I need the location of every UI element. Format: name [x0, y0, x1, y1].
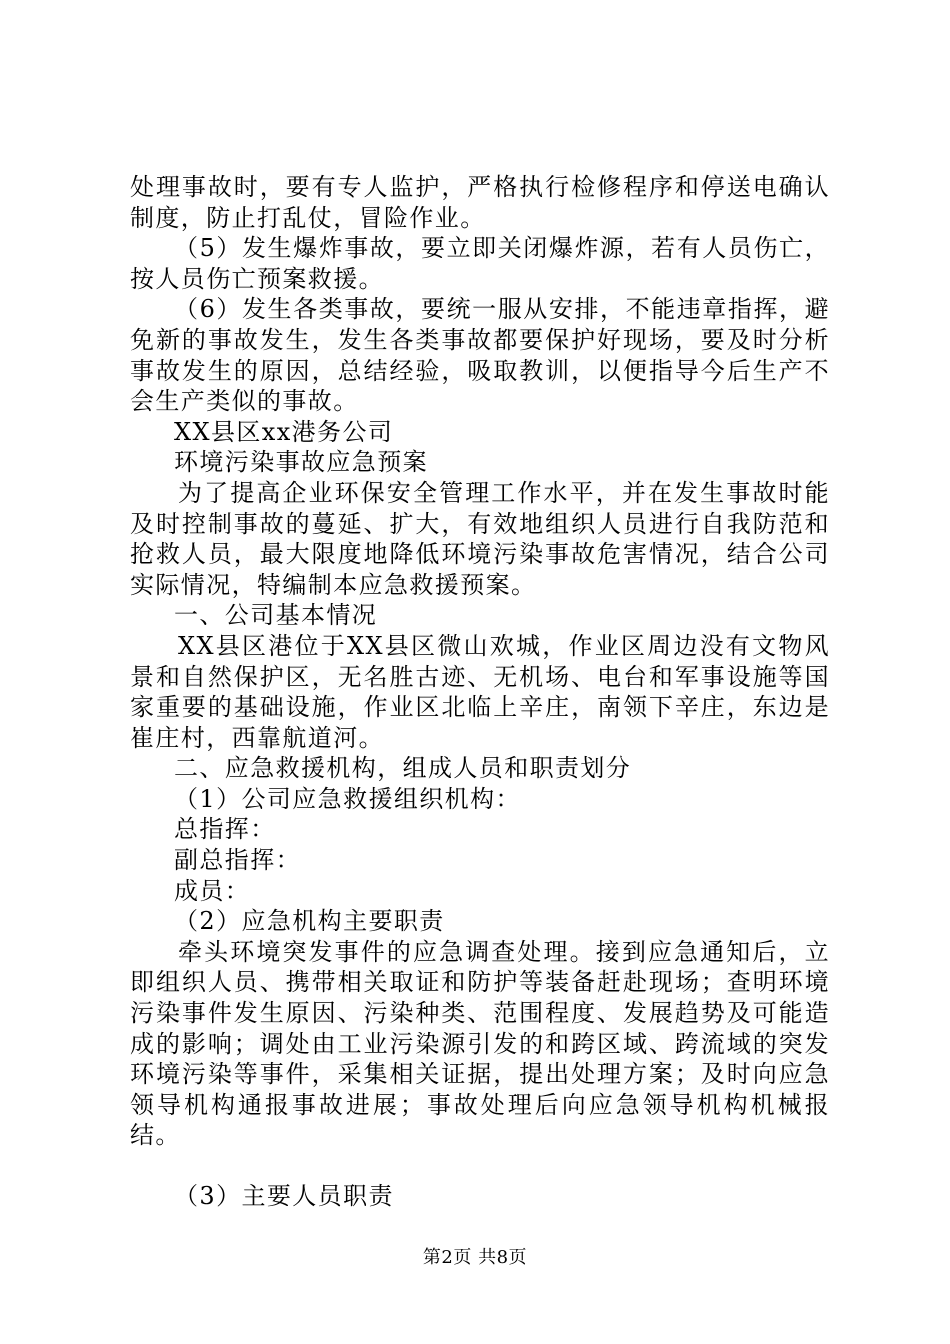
document-body	[130, 172, 830, 1212]
paragraph: （1）公司应急救援组织机构：	[174, 784, 521, 813]
paragraph: XX县区港位于XX县区微山欢城，作业区周边没有文物风景和自然保护区，无名胜古迹、无机场、电台和军事设施等国家重要的基础设施，作业区北临上辛庄，南领下辛庄，东边是崔庄村，西靠航道河。	[130, 631, 830, 752]
paragraph: 为了提高企业环保安全管理工作水平，并在发生事故时能及时控制事故的蔓延、扩大，有效地组织人员进行自我防范和抢救人员，最大限度地降低环境污染事故危害情况，结合公司实际情况，特编制本应急救援预案。	[130, 478, 830, 599]
paragraph: 一、公司基本情况	[174, 601, 378, 630]
paragraph: （2）应急机构主要职责	[174, 907, 445, 936]
paragraph: （3）主要人员职责	[174, 1182, 394, 1210]
paragraph: 副总指挥：	[174, 846, 301, 875]
paragraph: （5）发生爆炸事故，要立即关闭爆炸源，若有人员伤亡，按人员伤亡预案救援。	[130, 234, 830, 293]
paragraph: 环境污染事故应急预案	[174, 448, 428, 477]
paragraph: XX县区xx港务公司	[174, 417, 394, 446]
paragraph: 总指挥：	[174, 815, 276, 844]
page-footer: 第2页 共8页	[422, 1247, 528, 1268]
paragraph: 成员：	[174, 876, 251, 905]
paragraph: （6）发生各类事故，要统一服从安排，不能违章指挥，避免新的事故发生，发生各类事故都要保护好现场，要及时分析事故发生的原因，总结经验，吸取教训，以便指导今后生产不会生产类似的事故。	[130, 295, 830, 416]
paragraph: 二、应急救援机构，组成人员和职责划分	[174, 754, 632, 783]
paragraph: 牵头环境突发事件的应急调查处理。接到应急通知后，立即组织人员、携带相关取证和防护等装备赶赴现场；查明环境污染事件发生原因、污染种类、范围程度、发展趋势及可能造成的影响；调处由工业污染源引发的和跨区域、跨流域的突发环境污染等事件，采集相关证据，提出处理方案；及时向应急领导机构通报事故进展；事故处理后向应急领导机构机械报结。	[130, 937, 830, 1150]
paragraph: 处理事故时，要有专人监护，严格执行检修程序和停送电确认制度，防止打乱仗，冒险作业。	[130, 173, 830, 232]
